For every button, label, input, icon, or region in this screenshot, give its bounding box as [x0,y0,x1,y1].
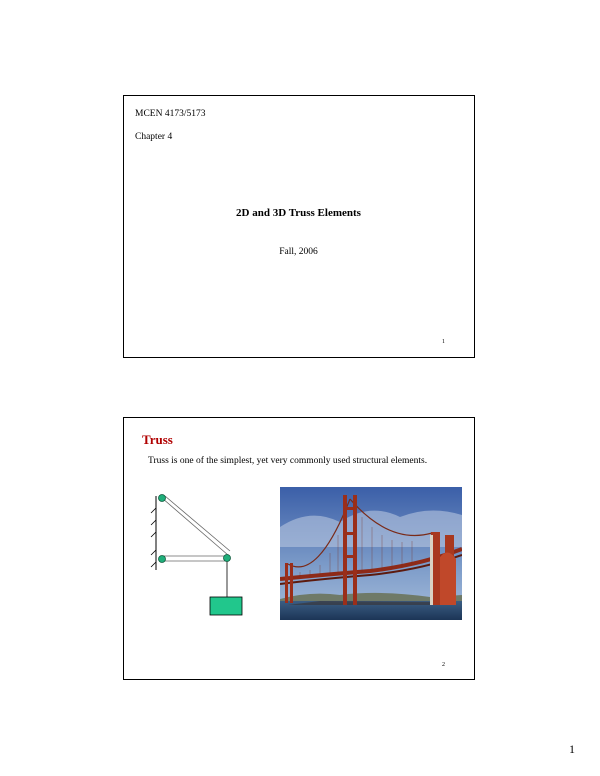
slide-title: 2D and 3D Truss Elements [236,207,361,219]
page-number: 1 [569,742,575,756]
course-code: MCEN 4173/5173 [135,109,206,119]
horizontal-member [162,556,226,561]
slide-description: Truss is one of the simplest, yet very commonly used structural elements. [148,456,428,466]
joint-bottom-left [159,556,166,563]
slide-number: 2 [442,662,445,668]
slide-2 [123,417,475,680]
wall-hatch [151,508,156,567]
chapter-label: Chapter 4 [135,132,173,142]
slide-heading: Truss [142,432,173,447]
load-box [210,597,242,615]
term-label: Fall, 2006 [279,247,318,257]
joint-right [224,555,231,562]
truss-diagram [149,490,249,620]
slide-1 [123,95,475,358]
slide-number: 1 [442,339,445,345]
diagonal-member [162,496,230,555]
golden-gate-bridge-photo [280,487,462,620]
joint-top [159,495,166,502]
